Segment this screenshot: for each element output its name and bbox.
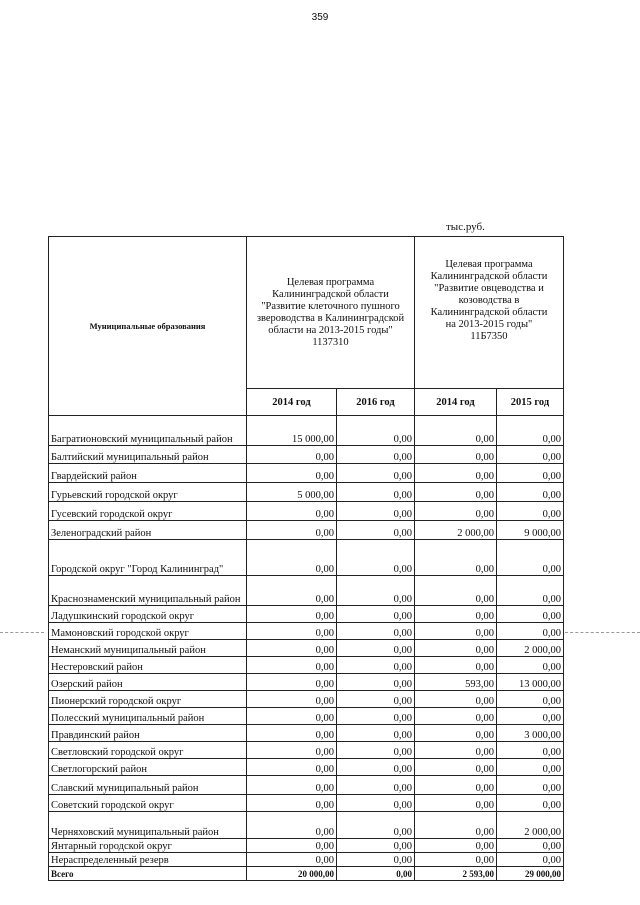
amount-cell: 0,00 [415,540,497,576]
total-amount-cell: 20 000,00 [247,867,337,881]
amount-cell: 0,00 [247,464,337,483]
amount-cell: 0,00 [497,416,564,446]
amount-cell: 0,00 [337,540,415,576]
header-year: 2016 год [337,389,415,416]
total-label: Всего [49,867,247,881]
municipality-name: Янтарный городской округ [49,839,247,853]
amount-cell: 0,00 [337,674,415,691]
amount-cell: 593,00 [415,674,497,691]
municipality-name: Пионерский городской округ [49,691,247,708]
municipality-name: Гурьевский городской округ [49,483,247,502]
amount-cell: 0,00 [337,623,415,640]
header-municipalities: Муниципальные образования [49,237,247,416]
amount-cell: 0,00 [337,640,415,657]
total-row [49,867,564,881]
amount-cell: 0,00 [497,839,564,853]
amount-cell: 0,00 [415,623,497,640]
amount-cell: 0,00 [497,464,564,483]
amount-cell: 2 000,00 [415,521,497,540]
table-row [49,521,564,540]
amount-cell: 0,00 [247,576,337,606]
table-row [49,540,564,576]
amount-cell: 0,00 [497,540,564,576]
header-program-sheep-goat: Целевая программа Калининградской области "Развитие овцеводства и козоводства в Калининградской области на 2013-2015 годы" 11Б7350 [415,237,564,389]
amount-cell: 0,00 [415,812,497,839]
amount-cell: 0,00 [415,691,497,708]
amount-cell: 0,00 [415,759,497,776]
amount-cell: 0,00 [415,742,497,759]
amount-cell: 0,00 [247,657,337,674]
municipality-name: Зеленоградский район [49,521,247,540]
table-row [49,853,564,867]
amount-cell: 0,00 [247,759,337,776]
amount-cell: 0,00 [415,446,497,464]
amount-cell: 0,00 [497,795,564,812]
amount-cell: 0,00 [337,691,415,708]
municipality-name: Светлогорский район [49,759,247,776]
amount-cell: 0,00 [247,812,337,839]
amount-cell: 0,00 [247,606,337,623]
header-program-fur-farming: Целевая программа Калининградской области "Развитие клеточного пушного звероводства в Калининградской области на 2013-2015 годы" 1137310 [247,237,415,389]
table-row [49,725,564,742]
amount-cell: 0,00 [337,446,415,464]
amount-cell: 0,00 [247,795,337,812]
municipality-name: Краснознаменский муниципальный район [49,576,247,606]
amount-cell: 3 000,00 [497,725,564,742]
amount-cell: 0,00 [497,708,564,725]
total-amount-cell: 2 593,00 [415,867,497,881]
total-amount-cell: 0,00 [337,867,415,881]
municipality-name: Черняховский муниципальный район [49,812,247,839]
scan-line-right [565,632,640,634]
amount-cell: 0,00 [247,623,337,640]
amount-cell: 0,00 [337,812,415,839]
amount-cell: 0,00 [337,725,415,742]
table-row [49,776,564,795]
municipality-name: Правдинский район [49,725,247,742]
total-amount-cell: 29 000,00 [497,867,564,881]
table-row [49,606,564,623]
amount-cell: 0,00 [415,839,497,853]
table-row [49,446,564,464]
table-row [49,576,564,606]
amount-cell: 0,00 [337,839,415,853]
scan-line-left [0,632,44,634]
table-row [49,812,564,839]
amount-cell: 0,00 [337,795,415,812]
table-row [49,623,564,640]
amount-cell: 2 000,00 [497,640,564,657]
amount-cell: 0,00 [247,640,337,657]
table-row [49,483,564,502]
municipality-name: Светловский городской округ [49,742,247,759]
amount-cell: 2 000,00 [497,812,564,839]
table-row [49,502,564,521]
amount-cell: 0,00 [415,502,497,521]
table-row [49,742,564,759]
amount-cell: 0,00 [497,606,564,623]
amount-cell: 5 000,00 [247,483,337,502]
amount-cell: 0,00 [415,795,497,812]
amount-cell: 0,00 [415,464,497,483]
amount-cell: 0,00 [337,742,415,759]
amount-cell: 0,00 [337,759,415,776]
amount-cell: 0,00 [247,742,337,759]
amount-cell: 0,00 [337,576,415,606]
amount-cell: 0,00 [497,446,564,464]
amount-cell: 0,00 [337,708,415,725]
page-number: 359 [311,12,329,23]
amount-cell: 0,00 [497,759,564,776]
amount-cell: 0,00 [337,464,415,483]
amount-cell: 0,00 [247,839,337,853]
table-row [49,708,564,725]
amount-cell: 0,00 [415,853,497,867]
amount-cell: 0,00 [247,674,337,691]
header-year: 2014 год [415,389,497,416]
amount-cell: 0,00 [497,691,564,708]
table-row [49,759,564,776]
amount-cell: 0,00 [337,521,415,540]
amount-cell: 0,00 [415,776,497,795]
table-row [49,674,564,691]
amount-cell: 0,00 [247,776,337,795]
budget-table [48,236,564,881]
table-row [49,416,564,446]
municipality-name: Полесский муниципальный район [49,708,247,725]
amount-cell: 0,00 [247,725,337,742]
amount-cell: 9 000,00 [497,521,564,540]
amount-cell: 0,00 [415,657,497,674]
table-row [49,657,564,674]
header-year: 2015 год [497,389,564,416]
municipality-name: Советский городской округ [49,795,247,812]
amount-cell: 0,00 [337,502,415,521]
table-row [49,795,564,812]
amount-cell: 0,00 [247,502,337,521]
amount-cell: 0,00 [415,725,497,742]
amount-cell: 0,00 [247,708,337,725]
amount-cell: 0,00 [247,521,337,540]
municipality-name: Славский муниципальный район [49,776,247,795]
municipality-name: Багратионовский муниципальный район [49,416,247,446]
amount-cell: 0,00 [247,853,337,867]
amount-cell: 0,00 [337,483,415,502]
amount-cell: 0,00 [497,502,564,521]
amount-cell: 0,00 [337,853,415,867]
municipality-name: Балтийский муниципальный район [49,446,247,464]
amount-cell: 0,00 [497,853,564,867]
header-year: 2014 год [247,389,337,416]
amount-cell: 0,00 [497,776,564,795]
amount-cell: 0,00 [337,657,415,674]
amount-cell: 0,00 [497,742,564,759]
table-row [49,839,564,853]
amount-cell: 0,00 [497,576,564,606]
units-label: тыс.руб. [446,221,485,233]
amount-cell: 0,00 [497,657,564,674]
amount-cell: 13 000,00 [497,674,564,691]
amount-cell: 15 000,00 [247,416,337,446]
amount-cell: 0,00 [247,540,337,576]
amount-cell: 0,00 [415,708,497,725]
amount-cell: 0,00 [337,416,415,446]
municipality-name: Озерский район [49,674,247,691]
table-row [49,691,564,708]
amount-cell: 0,00 [337,606,415,623]
amount-cell: 0,00 [415,606,497,623]
amount-cell: 0,00 [415,416,497,446]
municipality-name: Мамоновский городской округ [49,623,247,640]
municipality-name: Городской округ "Город Калининград" [49,540,247,576]
amount-cell: 0,00 [247,691,337,708]
municipality-name: Гвардейский район [49,464,247,483]
municipality-name: Нераспределенный резерв [49,853,247,867]
municipality-name: Неманский муниципальный район [49,640,247,657]
amount-cell: 0,00 [415,640,497,657]
amount-cell: 0,00 [415,576,497,606]
municipality-name: Нестеровский район [49,657,247,674]
municipality-name: Гусевский городской округ [49,502,247,521]
amount-cell: 0,00 [497,623,564,640]
amount-cell: 0,00 [497,483,564,502]
table-row [49,464,564,483]
amount-cell: 0,00 [415,483,497,502]
municipality-name: Ладушкинский городской округ [49,606,247,623]
amount-cell: 0,00 [337,776,415,795]
table-row [49,640,564,657]
amount-cell: 0,00 [247,446,337,464]
